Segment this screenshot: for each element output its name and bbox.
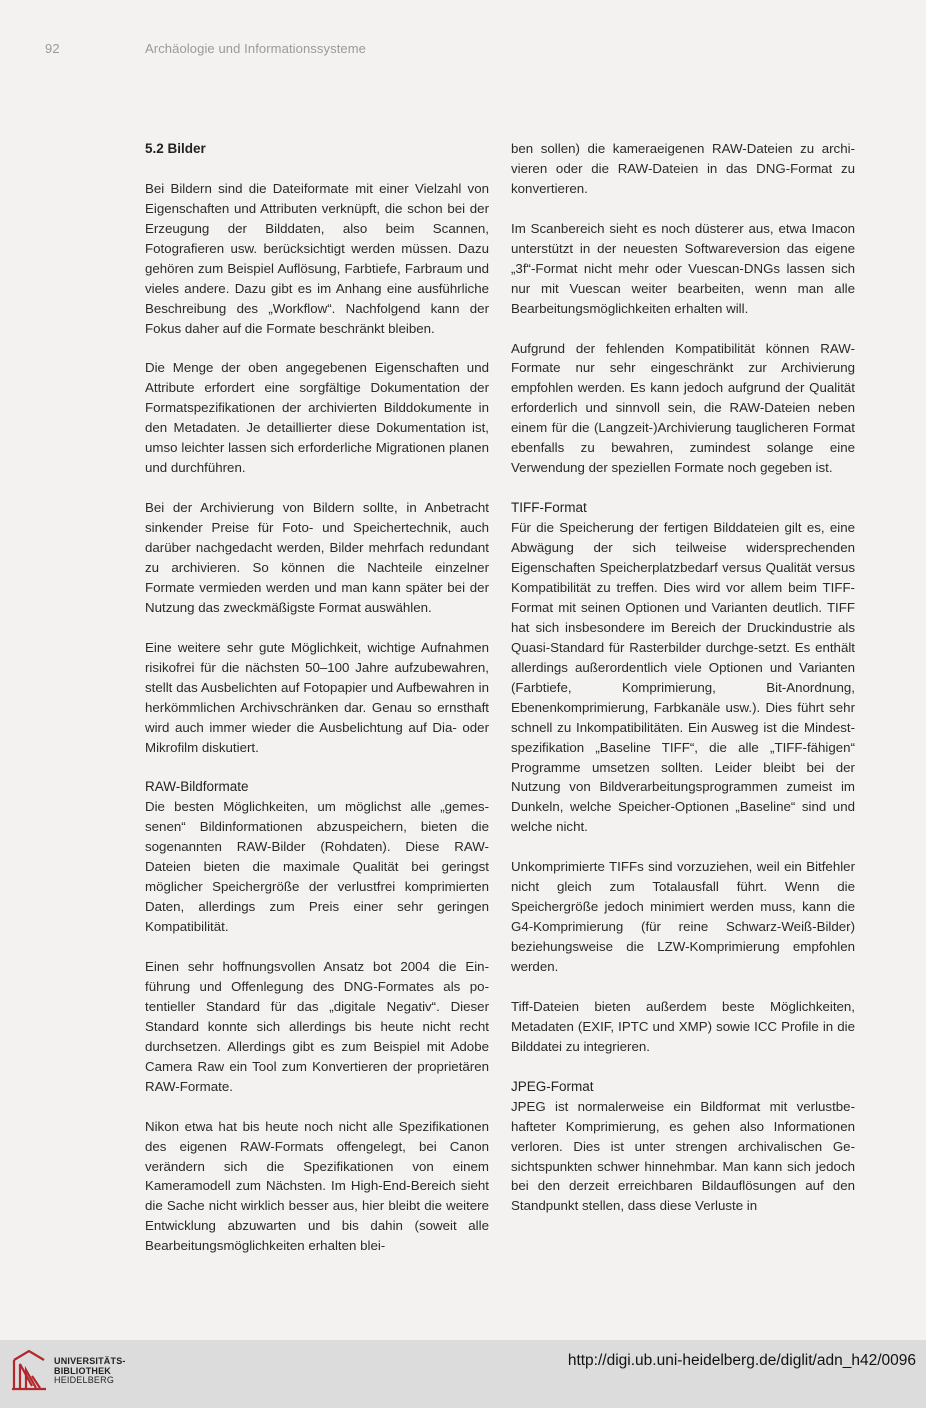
library-name-line2: BIBLIOTHEK xyxy=(54,1365,111,1376)
library-footer xyxy=(0,1340,926,1408)
subheading-jpeg: JPEG-Format xyxy=(511,1078,594,1094)
library-logo-icon xyxy=(10,1348,48,1392)
page-number: 92 xyxy=(45,41,60,56)
paragraph: Einen sehr hoffnungsvollen Ansatz bot 2004 die Einführung und Offenlegung des DNG-Formates als potentieller Standard für das „digitale Negativ“. Dieser Standard konnte sich allerdings bis heute nicht recht durchsetzen. Allerdings gibt es zum Beispiel mit Adobe Camera Raw ein Tool zum Konvertieren der proprietären RAW-Formate. xyxy=(145,958,489,1094)
paragraph: Die Menge der oben angegebenen Eigenschaften und Attribute erfordert eine sorgfältige Dokumentation der Formatspezifikationen der archivierten Bilddokumente in den Metadaten. Je detaillierter diese Dokumentation ist, umso leichter lassen sich erforderliche Migrationen planen und durchführen. xyxy=(145,360,489,476)
section-heading: 5.2 Bilder xyxy=(145,141,206,156)
paragraph: Im Scanbereich sieht es noch düsterer aus, etwa Imacon unterstützt in der neuesten Softwareversion das eigene „3f“-Format nicht mehr oder Vuescan-DNGs lassen sich nur mit Vuescan weiter bearbeiten, wenn man alle Bearbeitungsmöglichkeiten erhalten will. xyxy=(511,220,855,316)
paragraph: Bei der Archivierung von Bildern sollte, in Anbetracht sinkender Preise für Foto- und Speichertechnik, auch darüber nachgedacht werden, Bilder mehrfach redundant zu archivieren. So können die Nachteile einzelner Formate vermieden werden und man kann später bei der Nutzung das zweckmäßigste Format auswählen. xyxy=(145,500,489,615)
subheading-tiff: TIFF-Format xyxy=(511,500,587,516)
paragraph: Tiff-Dateien bieten außerdem beste Möglichkeiten, Metadaten (EXIF, IPTC und XMP) sowie ICC Profile in die Bilddatei zu integrieren. xyxy=(511,998,855,1054)
paragraph: Die besten Möglichkeiten, um möglichst alle „gemessenen“ Bildinformationen abzuspeichern, bieten die sogenannten RAW-Bilder (Rohdaten). Diese RAW-Dateien bieten die maximale Qualität bei geringst möglicher Speichergröße der verlustfrei komprimierten Daten, allerdings zum Preis einer sehr geringen Kompatibilität. xyxy=(145,799,489,935)
library-name-line1: UNIVERSITÄTS- xyxy=(54,1356,126,1366)
library-name xyxy=(54,1357,126,1386)
paragraph: Bei Bildern sind die Dateiformate mit einer Vielzahl von Eigenschaften und Attributen verknüpft, die schon bei der Erzeugung der Bilddaten, also beim Scannen, Fotografieren usw. berücksichtigt werden müssen. Dazu gehören zum Beispiel Auflösung, Farbtiefe, Farbraum und vieles andere. Dazu gibt es im Anhang eine ausführliche Beschreibung des „Workflow“. Nachfolgend kann der Fokus daher auf die Formate beschränkt bleiben. xyxy=(145,180,489,336)
running-title: Archäologie und Informationssysteme xyxy=(145,41,367,56)
running-header xyxy=(45,41,366,56)
subheading-raw: RAW-Bildformate xyxy=(145,779,249,795)
paragraph: Aufgrund der fehlenden Kompatibilität können RAW-Formate nur sehr eingeschränkt zur Archivierung empfohlen werden. Es kann jedoch aufgrund der Qualität erforderlich und sinnvoll sein, die RAW-Dateien neben einem für die (Langzeit-)Archivierung tauglicheren Format ebenfalls zu bewahren, zumindest solange eine Verwendung der speziellen Formate noch gegeben ist. xyxy=(511,340,855,476)
left-column xyxy=(145,139,489,1256)
library-name-line3: HEIDELBERG xyxy=(54,1375,115,1385)
paragraph: Unkomprimierte TIFFs sind vorzuziehen, weil ein Bitfehler nicht gleich zum Totalausfall führt. Wenn die Speichergröße jedoch minimiert werden muss, kann die G4-Komprimierung (für reine Schwarz-Weiß-Bilder) beziehungsweise die LZW-Komprimierung empfohlen werden. xyxy=(511,859,855,975)
paragraph: JPEG ist normalerweise ein Bildformat mit verlustbehafteter Komprimierung, es gehen also Informationen verloren. Dies ist unter strengen archivalischen Gesichtspunkten schwer hinnehmbar. Man kann sich jedoch bei den derzeit erreichbaren Bildauflösungen auf den Standpunkt stellen, dass diese Verluste in xyxy=(511,1098,855,1214)
digital-copy-url[interactable]: http://digi.ub.uni-heidelberg.de/diglit/adn_h42/0096 xyxy=(567,1352,916,1369)
paragraph: Nikon etwa hat bis heute noch nicht alle Spezifikationen des eigenen RAW-Formats offengelegt, bei Canon verändern sich die Spezifikationen von einem Kameramodell zum Nächsten. Im High-End-Bereich sieht die Sache nicht wirklich besser aus, hier bleibt die weitere Entwicklung abzuwarten und bis dahin (soweit alle Bearbeitungsmöglichkeiten erhalten blei- xyxy=(145,1118,489,1254)
paragraph: Eine weitere sehr gute Möglichkeit, wichtige Aufnahmen risikofrei für die nächsten 50–100 Jahre aufzubewahren, stellt das Ausbelichten auf Fotopapier und Aufbewahren in herkömmlichen Archivschränken dar. Genau so ernsthaft wird auch immer wieder die Ausbelichtung auf Dia- oder Mikrofilm diskutiert. xyxy=(145,639,489,755)
right-column xyxy=(511,139,855,1216)
paragraph: Für die Speicherung der fertigen Bilddateien gilt es, eine Abwägung der sich teilweise widersprechenden Eigenschaften Speicherplatzbedarf versus Qualität versus Kompatibilität zu treffen. Dies wird vor allem beim TIFF-Format mit seinen Optionen und Varianten deutlich. TIFF hat sich insbesondere im Bereich der Druckindustrie als Quasi-Standard für Rasterbilder durchge-setzt. Es enthält allerdings außerordentlich viele Optionen und Varianten (Farbtiefe, Komprimierung, Bit-Anordnung, Ebenenkomprimierung, Farbkanäle usw.). Dies führt sehr schnell zu Inkompatibilitäten. Ein Ausweg ist die Mindestspezifikation „Baseline TIFF“, die alle „TIFF-fähigen“ Programme umsetzen sollten. Leider bleibt bei der Nutzung von Bildverarbeitungsprogrammen zumeist im Dunkeln, welche Speicher-Optionen „Baseline“ sind und welche nicht. xyxy=(511,520,855,835)
paragraph: ben sollen) die kameraeigenen RAW-Dateien zu archivieren oder die RAW-Dateien in das DNG-Format zu konvertieren. xyxy=(511,141,855,196)
